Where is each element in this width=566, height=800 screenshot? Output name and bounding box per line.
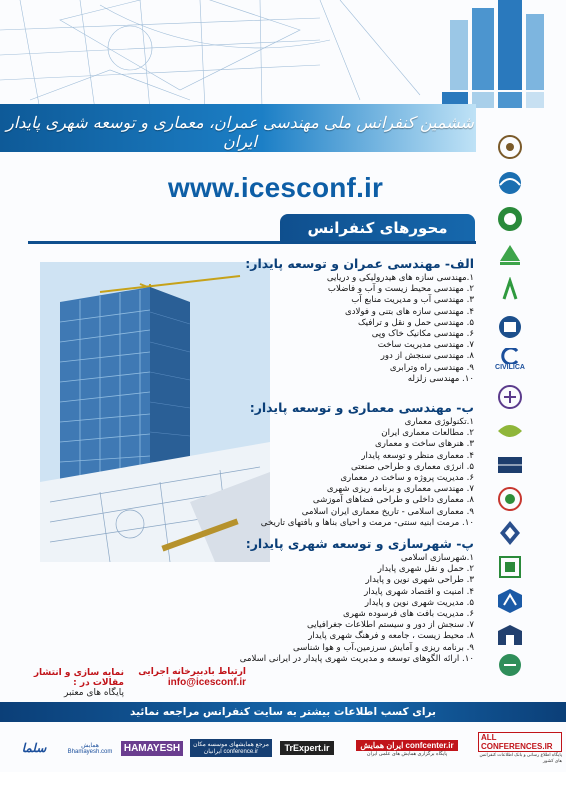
institute-logo-9[interactable] (488, 416, 532, 446)
list-item: ۱.مهندسی سازه های هیدرولیکی و دریایی (326, 273, 474, 283)
list-item: ۶. مدیریت پروژه و ساخت در معماری (340, 473, 474, 484)
list-item: ۷. سنجش از دور و سیستم اطلاعات جغرافیایی (306, 620, 474, 631)
topic-list (234, 273, 474, 385)
list-item: ۲. مطالعات معماری ایران (381, 428, 474, 439)
secretariat-contact (128, 667, 246, 688)
list-item: ۳. طراحی شهری نوین و پایدار (365, 575, 474, 586)
list-item: ۹. برنامه ریزی و آمایش سرزمین،آب و هوا شناسی (292, 642, 474, 653)
list-item: ۶. مهندسی مکانیک خاک وپی (371, 329, 474, 340)
list-item: ۱۰. مرمت ابنیه سنتی- مرمت و احیای بناها و بافتهای تاریخی (260, 517, 474, 528)
list-item: ۴. مهندسی سازه های بتنی و فولادی (344, 306, 474, 317)
list-item: ۷. مهندسی معماری و برنامه ریزی شهری (326, 484, 474, 495)
sponsor-name: سلما (21, 741, 47, 755)
institute-logo-14[interactable] (488, 586, 532, 616)
list-item: ۴. امنیت و اقتصاد شهری پایدار (364, 586, 474, 597)
sponsor-hamayesh[interactable] (118, 734, 186, 762)
sponsor-name: TrExpert.ir (280, 741, 333, 755)
sponsor-allconferences[interactable] (478, 734, 562, 762)
list-item: ۷. مهندسی مدیریت ساخت (377, 340, 474, 351)
section-architecture (174, 400, 474, 529)
decorative-building-blocks (442, 0, 552, 110)
contact-email-link[interactable]: info@icesconf.ir (167, 677, 246, 688)
list-item: ۱۰. مهندسی زلزله (407, 373, 474, 384)
institute-logo-3[interactable] (488, 204, 532, 234)
institute-logo-12[interactable] (488, 518, 532, 548)
contact-label: ارتباط بادبیرخانه اجرایی (138, 667, 246, 677)
bottom-margin (0, 772, 566, 800)
list-item: ۴. معماری منظر و توسعه پایدار (361, 450, 474, 461)
sponsor-logo-strip (0, 728, 566, 768)
institute-logo-11[interactable] (488, 484, 532, 514)
institute-logo-10[interactable] (488, 450, 532, 480)
list-item: ۸. مهندسی سنجش از دور (380, 351, 474, 362)
list-item: ۶. مدیریت بافت های فرسوده شهری (343, 609, 474, 620)
section-urban-planning (114, 536, 474, 665)
sponsor-name: ایران همایش confcenter.ir (356, 740, 457, 751)
conference-axes-heading: محورهای کنفرانس (280, 214, 475, 242)
list-item: ۱.شهرسازی اسلامی (400, 553, 474, 563)
list-item: ۵. مهندسی حمل و نقل و ترافیک (357, 317, 474, 328)
conference-title: ششمین کنفرانس ملی مهندسی عمران، معماری و توسعه شهری پایدار ایران (6, 113, 474, 151)
list-item: ۹. مهندسی راه وترابری (389, 362, 474, 373)
footer-note: برای کسب اطلاعات بیشتر به سایت کنفرانس مراجعه نمائید (0, 702, 566, 722)
list-item: ۱۰. ارائه الگوهای توسعه و مدیریت شهری پایدار در ایرانی اسلامی (239, 653, 474, 664)
institute-logo-2[interactable] (488, 168, 532, 198)
supporter-logo-column (484, 132, 536, 668)
indexing-label: نمایه سازی و انتشار مقالات در : (33, 668, 124, 688)
institute-logo-6[interactable] (488, 312, 532, 342)
sponsor-bhamayesh[interactable] (66, 734, 114, 762)
topic-list (174, 417, 474, 529)
sponsor-logo-last[interactable] (8, 734, 60, 762)
sponsor-subtitle: پایگاه اطلاع رسانی و بانک اطلاعات کنفرانس های کشور (479, 752, 562, 763)
institute-logo-13[interactable] (488, 552, 532, 582)
institute-logo-4[interactable] (488, 240, 532, 270)
sponsor-conference-ir[interactable] (190, 734, 272, 762)
list-item: ۲. مهندسی محیط زیست و آب و فاضلاب (327, 284, 474, 295)
list-item: ۳. هنرهای ساخت و معماری (375, 439, 474, 450)
institute-logo-15[interactable] (488, 620, 532, 650)
list-item: ۸. معماری داخلی و طراحی فضاهای آموزشی (312, 495, 474, 506)
section-title: ب- مهندسی معماری و توسعه پایدار: (249, 400, 474, 415)
list-item: ۲. حمل و نقل شهری پایدار (377, 564, 474, 575)
sponsor-name: همایش Bhamayesh.com (67, 742, 113, 755)
sponsor-subtitle: پایگاه برگزاری همایش های علمی ایران (366, 750, 448, 757)
list-item: ۳. مهندسی آب و مدیریت منابع آب (351, 295, 474, 306)
topic-list (114, 553, 474, 665)
civilica-label: CIVILICA (495, 363, 525, 371)
list-item: ۵. انرژی معماری و طراحی صنعتی (350, 461, 474, 472)
institute-logo-16[interactable] (488, 650, 532, 680)
sponsor-confcenter[interactable] (342, 734, 472, 762)
conference-website-link[interactable]: www.icesconf.ir (168, 172, 384, 203)
institute-logo-1[interactable] (488, 132, 532, 162)
indexing-value: پایگاه های معتبر (64, 688, 124, 698)
indexing-info (6, 668, 124, 698)
civilica-logo[interactable] (488, 344, 532, 374)
list-item: ۸. محیط زیست ، جامعه و فرهنگ شهری پایدار (308, 631, 474, 642)
heading-divider (28, 241, 476, 244)
list-item: ۱.تکنولوژی معماری (404, 417, 474, 427)
sponsor-trexpert[interactable] (276, 734, 338, 762)
section-civil-engineering (234, 256, 474, 385)
sponsor-name: HAMAYESH (121, 741, 183, 756)
section-title: الف- مهندسی عمران و توسعه پایدار: (245, 256, 474, 271)
list-item: ۹. معماری اسلامی - تاریخ معماری ایران اسلامی (301, 506, 474, 517)
sponsor-name: ALL CONFERENCES.IR (478, 732, 562, 752)
section-title: پ- شهرسازی و توسعه شهری پایدار: (245, 536, 474, 551)
sponsor-name: مرجع همایشهای موسسه مکان ایرانیان conference.ir (190, 739, 272, 757)
institute-logo-8[interactable] (488, 382, 532, 412)
list-item: ۵. مدیریت شهری نوین و پایدار (364, 597, 474, 608)
institute-logo-5[interactable] (488, 276, 532, 306)
